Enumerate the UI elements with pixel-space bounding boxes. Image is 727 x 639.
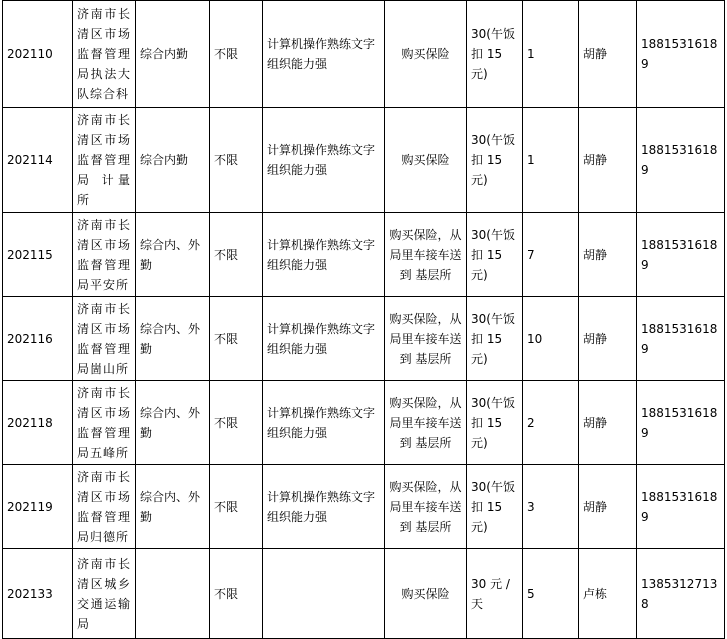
cell-daily-subsidy: 30(午饭扣 15元) xyxy=(467,1,523,108)
cell-headcount: 2 xyxy=(523,381,579,465)
cell-contact-person: 胡静 xyxy=(579,465,637,549)
cell-position-code: 202115 xyxy=(3,213,73,297)
cell-post-type: 综合内勤 xyxy=(136,108,210,213)
cell-headcount: 1 xyxy=(523,1,579,108)
cell-position-code: 202119 xyxy=(3,465,73,549)
cell-benefit: 购买保险 xyxy=(385,1,467,108)
cell-contact-person: 胡静 xyxy=(579,108,637,213)
cell-post-type: 综合内、外勤 xyxy=(136,297,210,381)
cell-requirement: 不限 xyxy=(210,213,263,297)
cell-contact-person: 胡静 xyxy=(579,213,637,297)
table-row xyxy=(3,465,725,549)
cell-requirement: 不限 xyxy=(210,297,263,381)
cell-daily-subsidy: 30 元 / 天 xyxy=(467,549,523,639)
cell-post-type xyxy=(136,549,210,639)
cell-daily-subsidy: 30(午饭扣 15元) xyxy=(467,108,523,213)
cell-contact-phone: 18815316189 xyxy=(637,465,725,549)
cell-contact-phone: 18815316189 xyxy=(637,108,725,213)
cell-skill-requirement: 计算机操作熟练文字组织能力强 xyxy=(263,465,385,549)
cell-contact-phone: 18815316189 xyxy=(637,213,725,297)
cell-daily-subsidy: 30(午饭扣 15元) xyxy=(467,213,523,297)
cell-headcount: 5 xyxy=(523,549,579,639)
cell-benefit: 购买保险，从局里车接车送到 基层所 xyxy=(385,381,467,465)
cell-position-code: 202133 xyxy=(3,549,73,639)
cell-benefit: 购买保险，从局里车接车送到 基层所 xyxy=(385,213,467,297)
cell-contact-phone: 18815316189 xyxy=(637,381,725,465)
cell-employer-unit: 济南市长清区市场监督管理局归德所 xyxy=(73,465,136,549)
cell-benefit: 购买保险，从局里车接车送到 基层所 xyxy=(385,297,467,381)
cell-position-code: 202116 xyxy=(3,297,73,381)
cell-contact-phone: 18815316189 xyxy=(637,297,725,381)
table-row xyxy=(3,381,725,465)
cell-employer-unit: 济南市长清区城乡交通运输局 xyxy=(73,549,136,639)
positions-table xyxy=(2,0,725,639)
cell-requirement: 不限 xyxy=(210,549,263,639)
cell-skill-requirement: 计算机操作熟练文字组织能力强 xyxy=(263,1,385,108)
cell-contact-phone: 13853127138 xyxy=(637,549,725,639)
cell-benefit: 购买保险 xyxy=(385,108,467,213)
cell-employer-unit: 济南市长清区市场监督管理局执法大队综合科 xyxy=(73,1,136,108)
table-row xyxy=(3,213,725,297)
cell-post-type: 综合内、外勤 xyxy=(136,465,210,549)
cell-requirement: 不限 xyxy=(210,465,263,549)
cell-position-code: 202118 xyxy=(3,381,73,465)
table-row xyxy=(3,297,725,381)
cell-position-code: 202114 xyxy=(3,108,73,213)
cell-requirement: 不限 xyxy=(210,381,263,465)
cell-contact-person: 胡静 xyxy=(579,381,637,465)
cell-skill-requirement: 计算机操作熟练文字组织能力强 xyxy=(263,297,385,381)
cell-contact-person: 卢栋 xyxy=(579,549,637,639)
cell-employer-unit: 济南市长清区市场监督管理局五峰所 xyxy=(73,381,136,465)
cell-headcount: 10 xyxy=(523,297,579,381)
cell-employer-unit: 济南市长清区市场监督管理局 计量所 xyxy=(73,108,136,213)
cell-headcount: 7 xyxy=(523,213,579,297)
cell-daily-subsidy: 30(午饭扣 15元) xyxy=(467,297,523,381)
cell-benefit: 购买保险，从局里车接车送到 基层所 xyxy=(385,465,467,549)
cell-contact-phone: 18815316189 xyxy=(637,1,725,108)
table-row xyxy=(3,108,725,213)
cell-contact-person: 胡静 xyxy=(579,297,637,381)
cell-requirement: 不限 xyxy=(210,1,263,108)
cell-post-type: 综合内、外勤 xyxy=(136,381,210,465)
cell-daily-subsidy: 30(午饭扣 15元) xyxy=(467,465,523,549)
cell-benefit: 购买保险 xyxy=(385,549,467,639)
table-row xyxy=(3,1,725,108)
cell-skill-requirement: 计算机操作熟练文字组织能力强 xyxy=(263,213,385,297)
table-body xyxy=(3,1,725,639)
cell-headcount: 3 xyxy=(523,465,579,549)
cell-skill-requirement xyxy=(263,549,385,639)
cell-post-type: 综合内、外勤 xyxy=(136,213,210,297)
table-row xyxy=(3,549,725,639)
cell-skill-requirement: 计算机操作熟练文字组织能力强 xyxy=(263,381,385,465)
cell-position-code: 202110 xyxy=(3,1,73,108)
cell-employer-unit: 济南市长清区市场监督管理局崮山所 xyxy=(73,297,136,381)
cell-skill-requirement: 计算机操作熟练文字组织能力强 xyxy=(263,108,385,213)
cell-employer-unit: 济南市长清区市场监督管理局平安所 xyxy=(73,213,136,297)
cell-contact-person: 胡静 xyxy=(579,1,637,108)
cell-headcount: 1 xyxy=(523,108,579,213)
cell-daily-subsidy: 30(午饭扣 15元) xyxy=(467,381,523,465)
cell-requirement: 不限 xyxy=(210,108,263,213)
cell-post-type: 综合内勤 xyxy=(136,1,210,108)
